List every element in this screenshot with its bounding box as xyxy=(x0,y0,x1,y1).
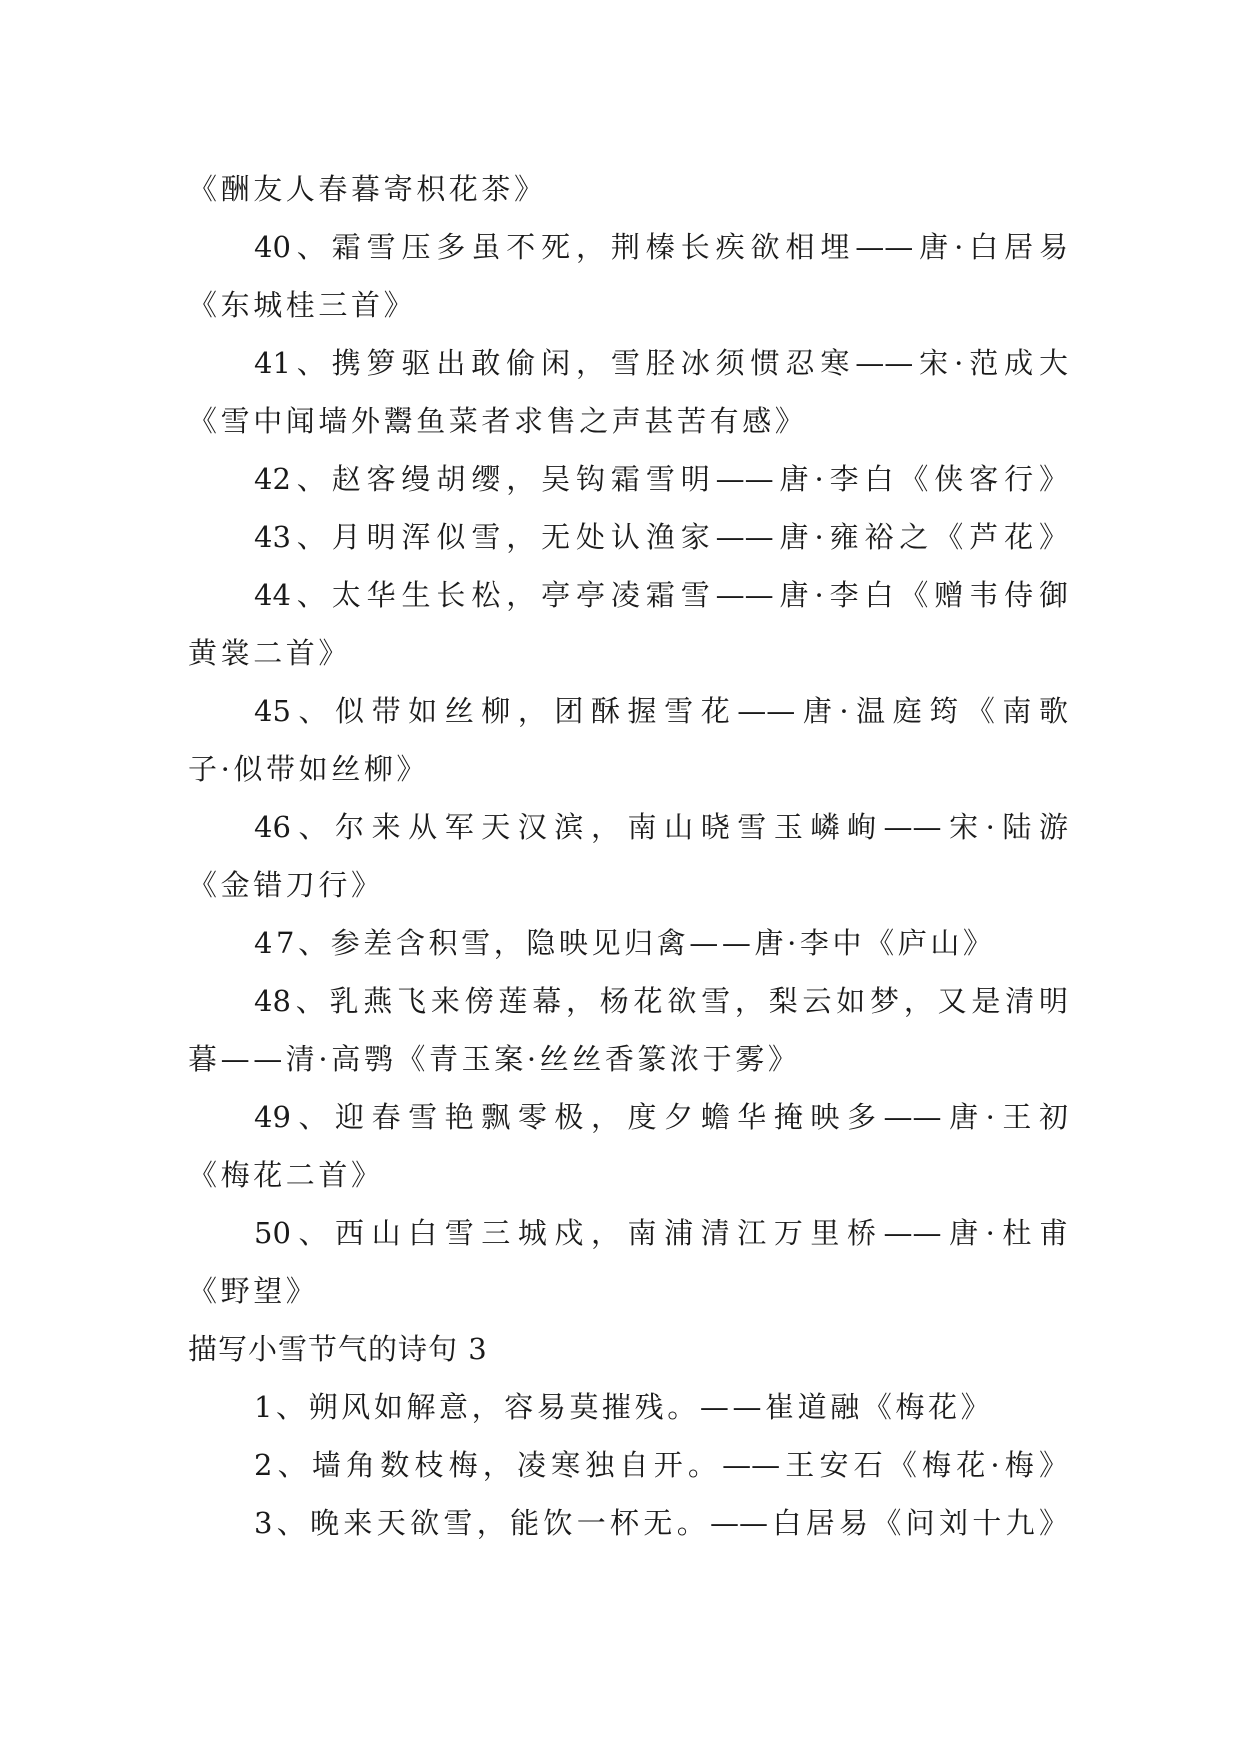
section-heading: 描写小雪节气的诗句 3 xyxy=(188,1332,488,1366)
poem-line-43: 43、月明浑似雪，无处认渔家——唐·雍裕之《芦花》 xyxy=(254,520,1068,554)
poem-line-48: 48、乳燕飞来傍莲幕，杨花欲雪，梨云如梦，又是清明 xyxy=(254,984,1068,1018)
poem-line-45: 45、似带如丝柳，团酥握雪花——唐·温庭筠《南歌 xyxy=(254,694,1068,728)
text-line: 《野望》 xyxy=(188,1274,319,1308)
text-line: 子·似带如丝柳》 xyxy=(188,752,430,786)
text-line: 暮——清·高鹗《青玉案·丝丝香篆浓于雾》 xyxy=(188,1042,801,1076)
text-line: 《金错刀行》 xyxy=(188,868,384,902)
document-page xyxy=(188,160,1068,1552)
text-line: 《梅花二首》 xyxy=(188,1158,384,1192)
text-line: 《雪中闻墙外鬻鱼菜者求售之声甚苦有感》 xyxy=(188,404,808,438)
poem-line-40: 40、霜雪压多虽不死，荆榛长疾欲相埋——唐·白居易 xyxy=(254,230,1068,264)
poem-line-46: 46、尔来从军天汉滨，南山晓雪玉嶙峋——宋·陆游 xyxy=(254,810,1068,844)
text-line: 《酬友人春暮寄枳花茶》 xyxy=(188,172,547,206)
poem-line-3: 3、晚来天欲雪，能饮一杯无。——白居易《问刘十九》 xyxy=(254,1506,1068,1540)
poem-line-50: 50、西山白雪三城戍，南浦清江万里桥——唐·杜甫 xyxy=(254,1216,1068,1250)
poem-line-44: 44、太华生长松，亭亭凌霜雪——唐·李白《赠韦侍御 xyxy=(254,578,1068,612)
text-line: 黄裳二首》 xyxy=(188,636,352,670)
poem-line-47: 47、参差含积雪，隐映见归禽——唐·李中《庐山》 xyxy=(254,926,996,960)
poem-line-2: 2、墙角数枝梅，凌寒独自开。——王安石《梅花·梅》 xyxy=(254,1448,1068,1482)
text-line: 《东城桂三首》 xyxy=(188,288,417,322)
poem-line-1: 1、朔风如解意，容易莫摧残。——崔道融《梅花》 xyxy=(254,1390,994,1424)
poem-line-42: 42、赵客缦胡缨，吴钩霜雪明——唐·李白《侠客行》 xyxy=(254,462,1068,496)
poem-line-41: 41、携箩驱出敢偷闲，雪胫冰须惯忍寒——宋·范成大 xyxy=(254,346,1068,380)
poem-line-49: 49、迎春雪艳飘零极，度夕蟾华掩映多——唐·王初 xyxy=(254,1100,1068,1134)
